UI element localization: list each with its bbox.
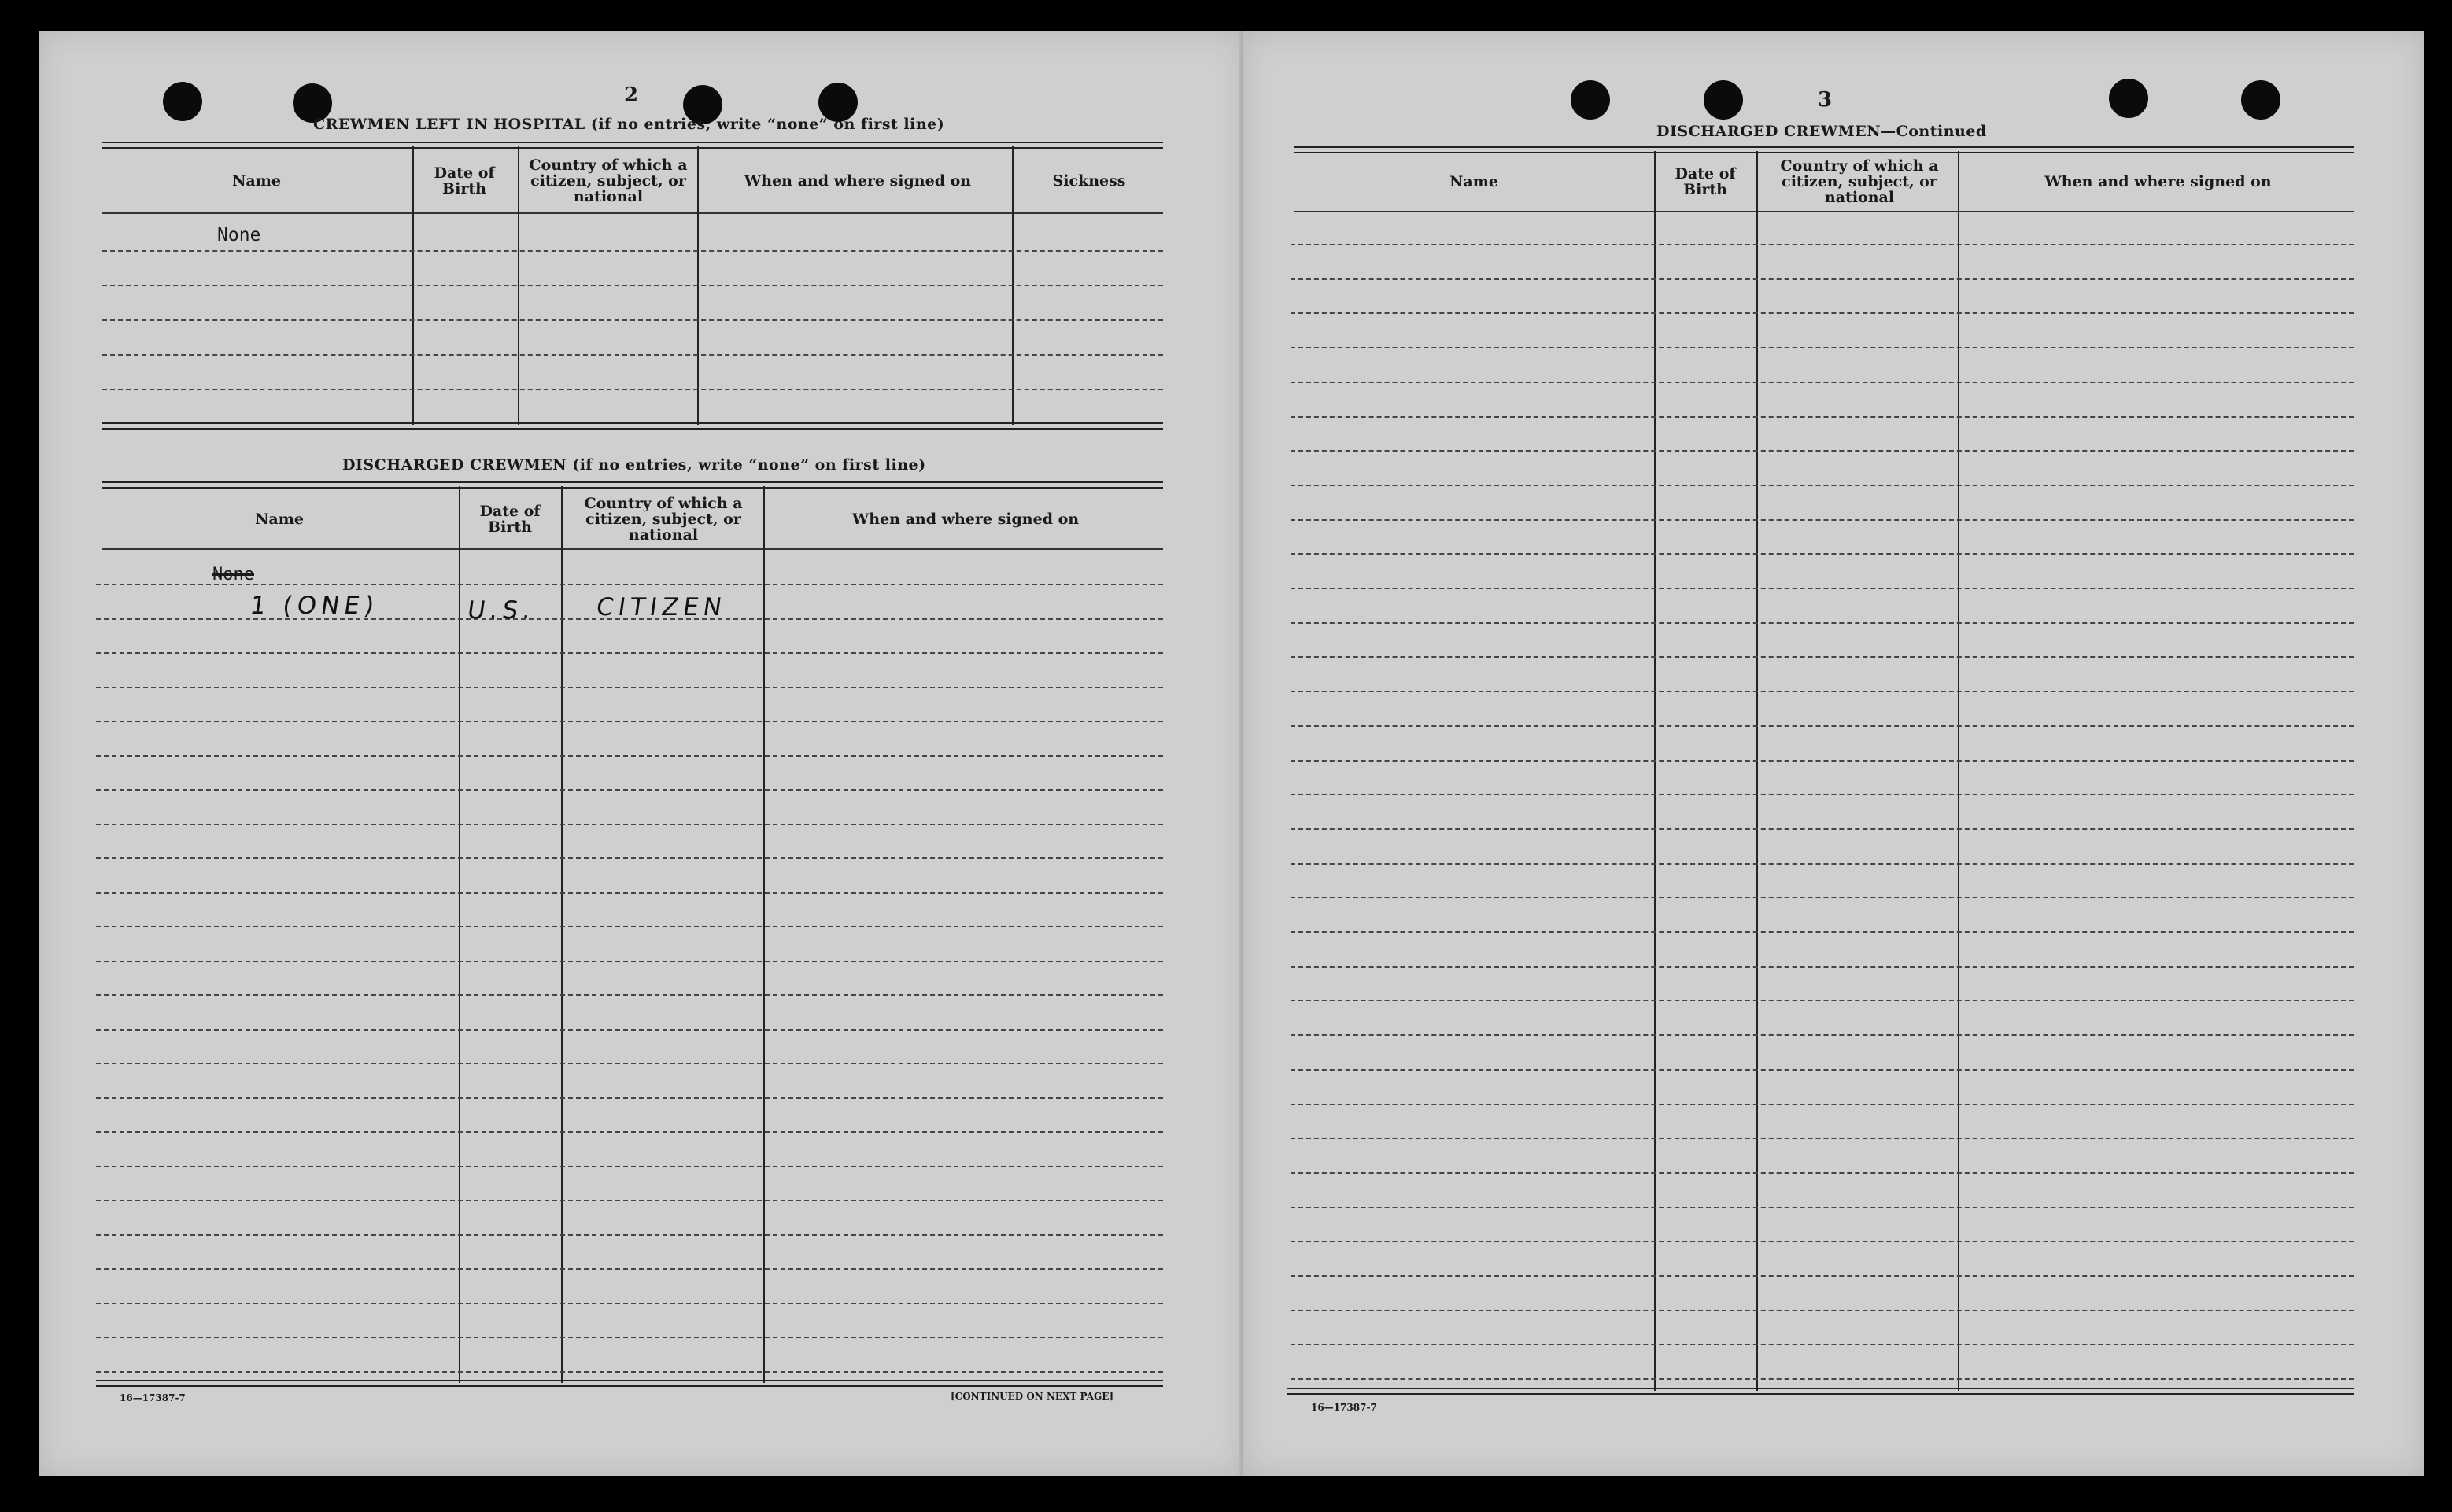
table-bottom-rule [96,1380,1163,1387]
entry-line [102,319,1163,321]
entry-line [1291,1034,2354,1036]
entry-line [96,1303,1163,1304]
table-bottom-rule [1287,1388,2354,1395]
entry-line [96,755,1163,757]
entry-line [102,285,1163,286]
entry-line [96,1166,1163,1167]
entry-line [1291,1000,2354,1001]
discharged-section-title: DISCHARGED CREWMEN (if no entries, write “none” on first line) [342,456,926,474]
entry-line [96,789,1163,791]
entry-line [1291,966,2354,968]
entry-line [96,1097,1163,1099]
entry-line [1291,828,2354,830]
column-divider [459,486,460,1383]
entry-line [96,926,1163,927]
entry-line [1291,863,2354,865]
discharged-entry-name: 1 (ONE) [248,592,381,620]
entry-line [1291,347,2354,348]
entry-line [1291,1172,2354,1174]
entry-line [1291,450,2354,452]
entry-line [1291,897,2354,898]
entry-line [96,1200,1163,1201]
entry-line [96,1131,1163,1133]
entry-line [96,857,1163,859]
column-divider [1654,151,1656,1391]
entry-line [1291,1207,2354,1208]
col-header-dob: Date of Birth [479,503,541,536]
entry-line [96,721,1163,722]
entry-line [1291,1310,2354,1311]
entry-line [1291,485,2354,486]
table-top-rule [102,481,1163,489]
entry-line [96,652,1163,654]
punch-hole [163,82,202,121]
table-bottom-rule [102,422,1163,430]
col-header-country: Country of which a citizen, subject, or national [529,157,688,205]
col-header-dob: Date of Birth [434,164,495,197]
entry-line [96,584,1163,585]
entry-line [1291,1069,2354,1071]
entry-line [96,961,1163,962]
entry-line [1291,588,2354,589]
hospital-entry-name: None [217,225,261,245]
punch-hole [1704,80,1743,120]
entry-line [1291,931,2354,933]
entry-line [96,687,1163,688]
entry-line [1291,519,2354,521]
entry-line [96,824,1163,825]
col-header-name: Name [232,172,281,190]
column-divider [1756,151,1758,1391]
entry-line [1291,656,2354,658]
entry-line [96,1337,1163,1338]
entry-line [1291,278,2354,280]
entry-line [1291,244,2354,245]
continued-note: [CONTINUED ON NEXT PAGE] [951,1391,1114,1402]
page-number: 3 [1818,88,1833,112]
entry-line [1291,794,2354,795]
col-header-country: Country of which a citizen, subject, or national [1780,157,1939,206]
column-divider [561,486,563,1383]
column-divider [763,486,765,1383]
discharged-entry-dob: U.S. [465,596,537,625]
header-rule [102,212,1163,214]
header-rule [1294,211,2354,212]
right-page [1243,31,2424,1476]
table-top-rule [102,142,1163,149]
entry-line [1291,1104,2354,1105]
entry-line [1291,416,2354,418]
entry-line [1291,691,2354,692]
entry-line [1291,1241,2354,1242]
col-header-signed-on: When and where signed on [2044,173,2272,190]
col-header-signed-on: When and where signed on [744,172,972,190]
entry-line [1291,382,2354,383]
header-rule [102,548,1163,550]
entry-line [96,1029,1163,1031]
page-number: 2 [624,83,639,107]
entry-line [1291,312,2354,314]
col-header-name: Name [255,511,304,528]
col-header-country: Country of which a citizen, subject, or national [584,495,743,544]
form-code: 16—17387-7 [1311,1402,1377,1413]
entry-line [102,250,1163,252]
punch-hole [1571,80,1610,120]
entry-line [1291,553,2354,555]
column-divider [1958,151,1959,1391]
entry-line [102,389,1163,390]
entry-line [1291,1138,2354,1139]
entry-line [1291,622,2354,624]
discharged-continued-title: DISCHARGED CREWMEN—Continued [1656,123,1987,140]
col-header-dob: Date of Birth [1675,165,1736,198]
entry-line [96,1371,1163,1373]
entry-line [1291,1378,2354,1380]
col-header-name: Name [1449,173,1498,190]
entry-line [1291,1344,2354,1345]
col-header-signed-on: When and where signed on [851,511,1080,528]
hospital-section-title: CREWMEN LEFT IN HOSPITAL (if no entries, write “none” on first line) [313,116,945,133]
punch-hole [2241,80,2280,120]
entry-line [1291,725,2354,727]
discharged-entry-country: CITIZEN [594,593,729,621]
left-page [39,31,1243,1476]
form-code: 16—17387-7 [120,1392,186,1403]
punch-hole [2109,79,2148,118]
struck-none-text: None [212,565,254,585]
entry-line [1291,760,2354,762]
table-top-rule [1294,146,2354,153]
entry-line [96,994,1163,996]
entry-line [96,1268,1163,1270]
entry-line [1291,1275,2354,1277]
entry-line [96,1234,1163,1236]
entry-line [102,354,1163,356]
entry-line [96,1063,1163,1064]
entry-line [96,892,1163,894]
col-header-sickness: Sickness [1052,172,1126,190]
